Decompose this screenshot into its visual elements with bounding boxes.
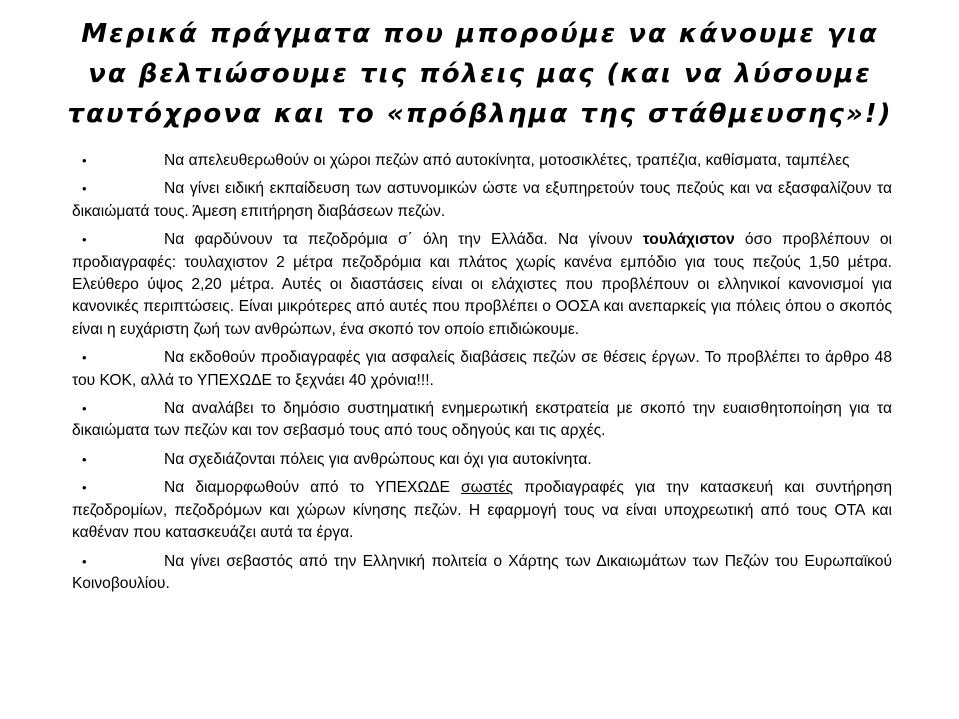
bullet-icon: • [82,181,87,197]
bullet-icon: • [82,553,87,569]
bullet-text: Να εκδοθούν προδιαγραφές για ασφαλείς διαβάσεις πεζών σε θέσεις έργων. Το προβλέπει το άρθρο 48 του ΚΟΚ, αλλά το ΥΠΕΧΩΔΕ το ξεχνάει 40 χρόνια!!!. [72,349,892,389]
bullet-icon: • [82,350,87,366]
list-item [72,178,892,223]
list-item [72,398,892,443]
list-item [72,150,892,172]
list-item [72,551,892,596]
list-item [72,229,892,341]
bullet-text: Να γίνει σεβαστός από την Ελληνική πολιτεία ο Χάρτης των Δικαιωμάτων των Πεζών του Ευρωπαϊκού Κοινοβουλίου. [72,552,892,592]
bullet-text-start: Να φαρδύνουν τα πεζοδρόμια σ΄ όλη την Ελλάδα. Να γίνουν [164,231,643,249]
bullet-icon: • [82,480,87,496]
bullet-text-underlined: σωστές [461,479,514,497]
bullet-text-end: όσο προβλέπουν οι προδιαγραφές: τουλαχιστον 2 μέτρα πεζοδρόμια και πλάτος χωρίς κανένα εμπόδιο για τους πεζούς 1,50 μέτρα. Ελεύθερο ύψος 2,20 μέτρα. Αυτές οι διαστάσεις είναι οι ελάχιστες που προβλέπουν οι ελληνικοί κανονισμοί για κανονικές περιπτώσεις. Είναι μικρότερες από αυτές που προβλέπει ο ΟΟΣΑ και ανεπαρκείς για πόλεις όπου ο σκοπός είναι η ευχάριστη ζωή των ανθρώπων, ένα σκοπό τον οποίο επιδιώκουμε. [72,231,892,338]
list-item [72,449,892,471]
bullet-icon: • [82,451,87,467]
bullet-icon: • [82,232,87,248]
bullet-text: Να σχεδιάζονται πόλεις για ανθρώπους και όχι για αυτοκίνητα. [164,450,592,468]
list-item [72,477,892,544]
bullet-text: Να αναλάβει το δημόσιο συστηματική ενημερωτική εκστρατεία με σκοπό την ευαισθητοποίηση για τα δικαιώματα των πεζών και τον σεβασμό τους από τους οδηγούς και τις αρχές. [72,400,892,440]
bullet-text: Να απελευθερωθούν οι χώροι πεζών από αυτοκίνητα, μοτοσικλέτες, τραπέζια, καθίσματα, ταμπέλες [164,152,850,169]
slide-title: Μερικά πράγματα που μπορούμε να κάνουμε για να βελτιώσουμε τις πόλεις μας (και να λύσουμε ταυτόχρονα και το «πρόβλημα της στάθμευσης»!) [67,19,893,129]
list-item [72,347,892,392]
bullet-text-end: προδιαγραφές για την κατασκευή και συντήρηση πεζοδρομίων, πεζοδρόμων και χώρων κίνησης πεζών. Η εφαρμογή τους να είναι υποχρεωτική από τους ΟΤΑ και καθέναν που κατασκευάζει αυτά τα έργα. [72,479,893,542]
bullet-text: Να γίνει ειδική εκπαίδευση των αστυνομικών ώστε να εξυπηρετούν τους πεζούς και να εξασφαλίζουν τα δικαιώματά τους. Άμεση επιτήρηση διαβάσεων πεζών. [72,180,892,220]
bullet-list [72,150,892,601]
bullet-icon: • [82,153,87,168]
bullet-icon: • [82,401,87,417]
bullet-text-emphasis: τουλάχιστον [642,231,735,249]
bullet-text-start: Να διαμορφωθούν από το ΥΠΕΧΩΔΕ [164,479,462,497]
